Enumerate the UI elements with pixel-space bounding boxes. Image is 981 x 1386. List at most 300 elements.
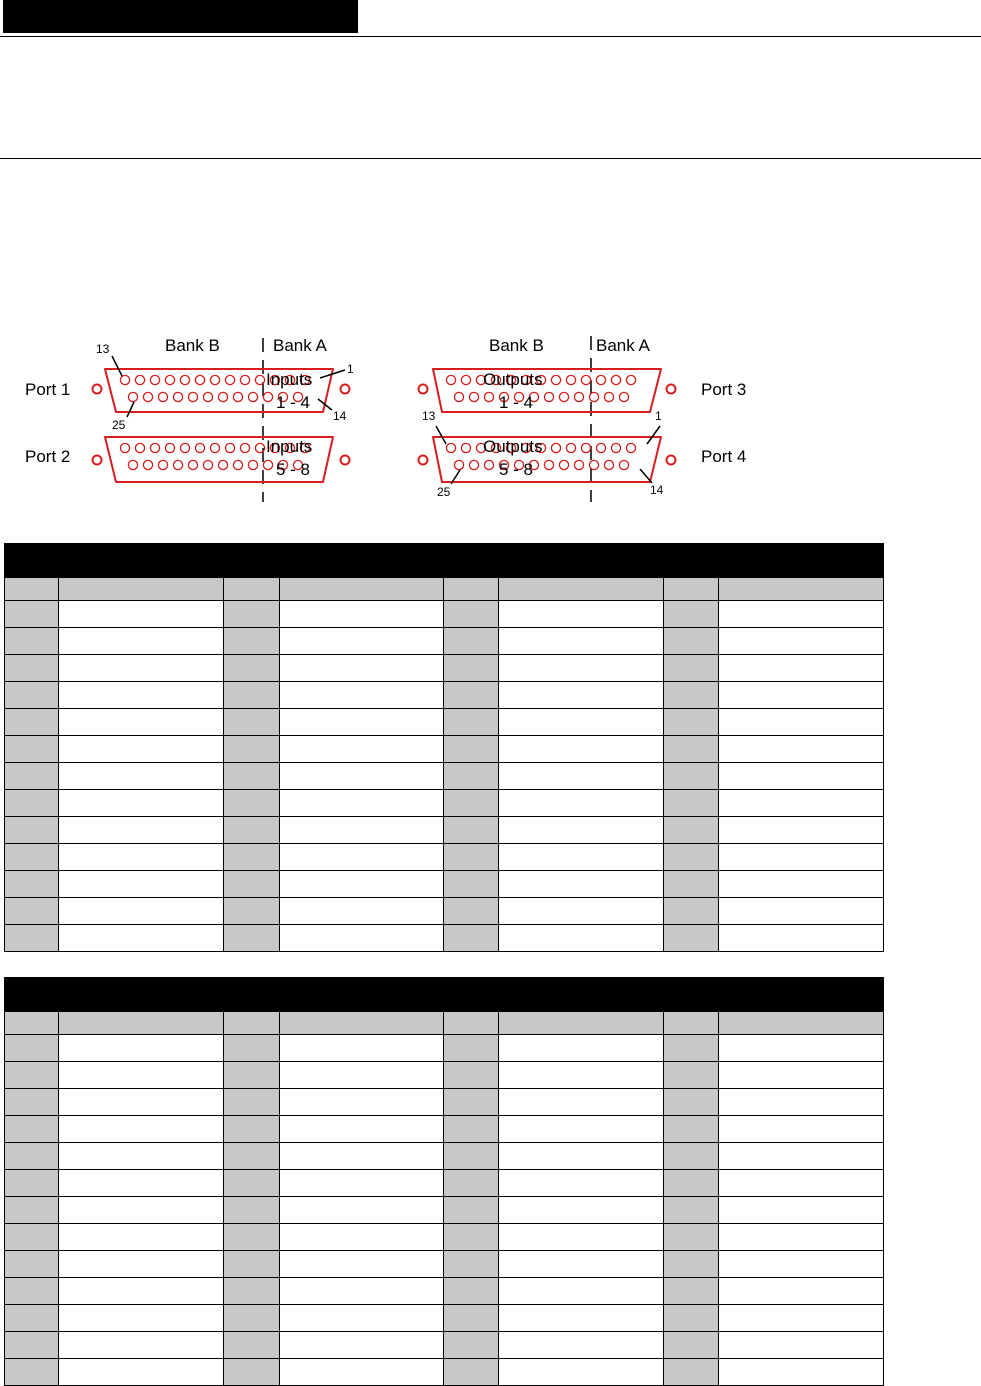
pinout-table-bottom <box>4 977 884 1386</box>
signal-cell <box>719 1224 884 1251</box>
pin-number-cell <box>224 682 280 709</box>
pin-number-cell <box>664 736 719 763</box>
table-subheader-cell <box>444 1012 499 1035</box>
pin-number-cell <box>5 709 59 736</box>
pin-number-cell <box>224 844 280 871</box>
signal-cell <box>719 925 884 952</box>
table-subheader-cell <box>719 1012 884 1035</box>
pin-number-cell <box>5 682 59 709</box>
signal-cell <box>280 1143 444 1170</box>
pin-number-cell <box>664 601 719 628</box>
pinout-table-top <box>4 543 884 952</box>
pin-hole <box>559 460 568 469</box>
pin-number-cell <box>224 1278 280 1305</box>
pin-1-label-port-4: 1 <box>655 409 662 423</box>
pin-hole <box>233 392 242 401</box>
pin-number-cell <box>5 601 59 628</box>
pin-number-cell <box>224 709 280 736</box>
signal-cell <box>280 1116 444 1143</box>
pin-hole <box>173 460 182 469</box>
signal-cell <box>719 682 884 709</box>
signal-cell <box>280 628 444 655</box>
table-row <box>5 1251 884 1278</box>
pin-number-cell <box>664 1305 719 1332</box>
signal-cell <box>719 871 884 898</box>
pin-number-cell <box>5 1062 59 1089</box>
table-header-row <box>5 544 884 578</box>
signal-cell <box>280 1359 444 1386</box>
signal-cell <box>719 763 884 790</box>
middle-rule <box>0 158 981 159</box>
signal-cell <box>59 655 224 682</box>
signal-cell <box>59 1278 224 1305</box>
pin-number-cell <box>664 817 719 844</box>
pin-number-cell <box>444 736 499 763</box>
pin-hole <box>559 392 568 401</box>
signal-cell <box>499 871 664 898</box>
signal-cell <box>499 1359 664 1386</box>
pin-number-cell <box>664 709 719 736</box>
signal-cell <box>499 1305 664 1332</box>
pin-number-cell <box>664 1224 719 1251</box>
pin-hole <box>218 392 227 401</box>
pin-hole <box>566 375 575 384</box>
pin-number-cell <box>444 1062 499 1089</box>
pin-number-cell <box>664 790 719 817</box>
pin-hole <box>120 375 129 384</box>
signal-cell <box>719 1170 884 1197</box>
signal-cell <box>59 1305 224 1332</box>
pin-number-cell <box>5 1224 59 1251</box>
pin-hole <box>255 375 264 384</box>
pin-number-cell <box>5 1143 59 1170</box>
pin-number-cell <box>664 655 719 682</box>
pin-hole <box>150 443 159 452</box>
pin-number-cell <box>664 1062 719 1089</box>
inputs-5-8-title: Inputs <box>266 437 313 456</box>
pin-number-cell <box>444 1278 499 1305</box>
table-subheader-cell <box>5 578 59 601</box>
signal-cell <box>280 736 444 763</box>
table-subheader-cell <box>280 1012 444 1035</box>
signal-cell <box>499 898 664 925</box>
table-row <box>5 1224 884 1251</box>
signal-cell <box>719 1305 884 1332</box>
db25-connector-diagram <box>0 330 981 505</box>
pin-hole <box>263 460 272 469</box>
pin-number-cell <box>664 1035 719 1062</box>
table-row <box>5 1062 884 1089</box>
pin-hole <box>626 443 635 452</box>
signal-cell <box>719 1332 884 1359</box>
port-4-label: Port 4 <box>701 447 747 466</box>
pin-number-cell <box>444 1143 499 1170</box>
pin-hole <box>469 392 478 401</box>
pin-hole <box>210 375 219 384</box>
pin-13-label-port-1: 13 <box>96 342 110 356</box>
pin-hole <box>143 392 152 401</box>
table-subheader-cell <box>444 578 499 601</box>
table-row <box>5 817 884 844</box>
pin-number-cell <box>664 628 719 655</box>
table-row <box>5 925 884 952</box>
inputs-1-4-range: 1 - 4 <box>276 393 311 412</box>
table-row <box>5 1035 884 1062</box>
signal-cell <box>59 844 224 871</box>
table-row <box>5 1089 884 1116</box>
signal-cell <box>499 655 664 682</box>
pin-number-cell <box>664 763 719 790</box>
signal-cell <box>499 1143 664 1170</box>
pin-hole <box>484 392 493 401</box>
pin-hole <box>551 375 560 384</box>
table-subheader-cell <box>5 1012 59 1035</box>
pin-hole <box>589 392 598 401</box>
top-rule <box>0 36 981 37</box>
bank-b-label-outputs: Bank B <box>489 336 544 355</box>
signal-cell <box>280 817 444 844</box>
pin-number-cell <box>664 1278 719 1305</box>
pin-14-label-port-1: 14 <box>333 409 347 423</box>
pin-hole <box>128 392 137 401</box>
pin-hole <box>225 443 234 452</box>
table-row <box>5 628 884 655</box>
pin-hole <box>165 375 174 384</box>
signal-cell <box>499 925 664 952</box>
pin-hole <box>589 460 598 469</box>
pin-hole <box>128 460 137 469</box>
pin-number-cell <box>444 1197 499 1224</box>
signal-cell <box>719 1251 884 1278</box>
pin-number-cell <box>444 1224 499 1251</box>
pin-number-cell <box>444 601 499 628</box>
connector-port-3 <box>419 369 676 412</box>
pin-number-cell <box>224 1305 280 1332</box>
pin-number-cell <box>224 925 280 952</box>
pin-25-label-port-1: 25 <box>112 418 126 432</box>
table-subheader-cell <box>224 1012 280 1035</box>
signal-cell <box>719 1062 884 1089</box>
table-row <box>5 682 884 709</box>
table-subheader-cell <box>499 578 664 601</box>
pin-number-cell <box>224 1332 280 1359</box>
signal-cell <box>280 763 444 790</box>
pin-hole <box>461 375 470 384</box>
signal-cell <box>499 628 664 655</box>
table-subheader-row <box>5 578 884 601</box>
signal-cell <box>59 1224 224 1251</box>
signal-cell <box>280 1332 444 1359</box>
table-row <box>5 871 884 898</box>
signal-cell <box>280 844 444 871</box>
signal-cell <box>499 1062 664 1089</box>
pin-hole <box>604 460 613 469</box>
pin-hole <box>210 443 219 452</box>
table-row <box>5 1332 884 1359</box>
pin-hole <box>240 375 249 384</box>
table-row <box>5 655 884 682</box>
pin-hole <box>173 392 182 401</box>
pin-number-cell <box>444 1089 499 1116</box>
pin-number-cell <box>444 1035 499 1062</box>
pin-number-cell <box>5 871 59 898</box>
pin-hole <box>150 375 159 384</box>
signal-cell <box>59 1170 224 1197</box>
pin-number-cell <box>224 1143 280 1170</box>
pin-number-cell <box>444 871 499 898</box>
signal-cell <box>59 898 224 925</box>
signal-cell <box>719 844 884 871</box>
outputs-5-8-title: Outputs <box>483 437 543 456</box>
signal-cell <box>499 790 664 817</box>
signal-cell <box>59 871 224 898</box>
signal-cell <box>280 871 444 898</box>
pin-hole <box>218 460 227 469</box>
pin-hole <box>233 460 242 469</box>
table-subheader-cell <box>280 578 444 601</box>
signal-cell <box>59 1035 224 1062</box>
pin-number-cell <box>444 925 499 952</box>
pin-number-cell <box>444 790 499 817</box>
pin-hole <box>158 460 167 469</box>
input-connectors <box>25 336 354 502</box>
pin-hole <box>574 392 583 401</box>
pin-hole <box>158 392 167 401</box>
pin-number-cell <box>664 1197 719 1224</box>
bank-a-label-outputs: Bank A <box>596 336 650 355</box>
pin-number-cell <box>224 1197 280 1224</box>
pin-number-cell <box>5 1035 59 1062</box>
signal-cell <box>59 628 224 655</box>
pin-number-cell <box>5 763 59 790</box>
signal-cell <box>499 817 664 844</box>
outputs-5-8-range: 5 - 8 <box>499 460 534 479</box>
signal-cell <box>719 898 884 925</box>
signal-cell <box>59 1332 224 1359</box>
signal-cell <box>719 1278 884 1305</box>
pin-hole <box>188 460 197 469</box>
pin-hole <box>544 392 553 401</box>
signal-cell <box>280 601 444 628</box>
signal-cell <box>280 1278 444 1305</box>
pin-number-cell <box>5 1197 59 1224</box>
pin-number-cell <box>5 844 59 871</box>
pin-hole <box>596 443 605 452</box>
table-row <box>5 1197 884 1224</box>
pin-hole <box>604 392 613 401</box>
pin-number-cell <box>224 736 280 763</box>
pin-hole <box>611 375 620 384</box>
signal-cell <box>59 790 224 817</box>
signal-cell <box>499 1278 664 1305</box>
table-subheader-cell <box>59 578 224 601</box>
signal-cell <box>719 1143 884 1170</box>
pin-hole <box>248 460 257 469</box>
pin-number-cell <box>5 925 59 952</box>
signal-cell <box>280 1224 444 1251</box>
inputs-5-8-range: 5 - 8 <box>276 460 311 479</box>
table-subheader-cell <box>664 1012 719 1035</box>
pin-number-cell <box>444 817 499 844</box>
signal-cell <box>280 1305 444 1332</box>
pin-hole <box>551 443 560 452</box>
pin-hole <box>180 443 189 452</box>
pin-hole <box>581 375 590 384</box>
pin-number-cell <box>664 682 719 709</box>
signal-cell <box>59 682 224 709</box>
signal-cell <box>280 682 444 709</box>
pin-number-cell <box>5 628 59 655</box>
pin-number-cell <box>224 1035 280 1062</box>
pin-number-cell <box>224 1359 280 1386</box>
signal-cell <box>499 1251 664 1278</box>
signal-cell <box>499 1170 664 1197</box>
pin-hole <box>120 443 129 452</box>
signal-cell <box>719 601 884 628</box>
pin-number-cell <box>224 601 280 628</box>
signal-cell <box>280 898 444 925</box>
table-row <box>5 736 884 763</box>
pin-hole <box>574 460 583 469</box>
signal-cell <box>499 1332 664 1359</box>
pin-number-cell <box>444 1359 499 1386</box>
pin-number-cell <box>664 871 719 898</box>
pin-hole <box>225 375 234 384</box>
pin-number-cell <box>224 1116 280 1143</box>
signal-cell <box>499 1089 664 1116</box>
pin-hole <box>626 375 635 384</box>
pin-number-cell <box>664 1143 719 1170</box>
signal-cell <box>280 1035 444 1062</box>
pin-number-cell <box>5 898 59 925</box>
signal-cell <box>59 736 224 763</box>
signal-cell <box>719 628 884 655</box>
pin-hole <box>188 392 197 401</box>
pin-number-cell <box>5 1089 59 1116</box>
signal-cell <box>719 790 884 817</box>
port-1-label: Port 1 <box>25 380 71 399</box>
signal-cell <box>59 817 224 844</box>
pin-number-cell <box>224 1062 280 1089</box>
pin-number-cell <box>5 1251 59 1278</box>
pin-number-cell <box>664 1332 719 1359</box>
pin-number-cell <box>664 844 719 871</box>
signal-cell <box>59 925 224 952</box>
signal-cell <box>280 709 444 736</box>
pin-1-label-port-1: 1 <box>347 362 354 376</box>
table-header-cell <box>444 544 884 578</box>
pin-hole <box>619 460 628 469</box>
pin-13-label-port-4: 13 <box>422 409 436 423</box>
table-row <box>5 1143 884 1170</box>
pin-number-cell <box>664 925 719 952</box>
signal-cell <box>499 1116 664 1143</box>
pin-number-cell <box>224 1170 280 1197</box>
pin-number-cell <box>5 1170 59 1197</box>
pin-number-cell <box>5 1278 59 1305</box>
table-row <box>5 898 884 925</box>
pin-number-cell <box>444 628 499 655</box>
pin-hole <box>135 443 144 452</box>
pin-number-cell <box>664 1251 719 1278</box>
table-row <box>5 1359 884 1386</box>
pin-hole <box>544 460 553 469</box>
table-row <box>5 790 884 817</box>
signal-cell <box>280 655 444 682</box>
table-header-cell <box>5 978 444 1012</box>
signal-cell <box>280 1251 444 1278</box>
pin-number-cell <box>5 790 59 817</box>
signal-cell <box>719 1359 884 1386</box>
pin-number-cell <box>224 655 280 682</box>
pin-number-cell <box>444 763 499 790</box>
table-row <box>5 1305 884 1332</box>
signal-cell <box>280 790 444 817</box>
signal-cell <box>719 817 884 844</box>
signal-cell <box>280 1062 444 1089</box>
signal-cell <box>59 601 224 628</box>
pin-number-cell <box>224 628 280 655</box>
table-subheader-cell <box>719 578 884 601</box>
pin-hole <box>203 392 212 401</box>
table-subheader-cell <box>224 578 280 601</box>
pin-number-cell <box>5 1116 59 1143</box>
table-subheader-cell <box>499 1012 664 1035</box>
pin-hole <box>180 375 189 384</box>
signal-cell <box>499 736 664 763</box>
pin-number-cell <box>664 1170 719 1197</box>
table-subheader-cell <box>664 578 719 601</box>
port-3-label: Port 3 <box>701 380 747 399</box>
pin-hole <box>446 443 455 452</box>
pin-number-cell <box>444 1170 499 1197</box>
signal-cell <box>499 682 664 709</box>
table-row <box>5 601 884 628</box>
pin-number-cell <box>224 1251 280 1278</box>
pin-hole <box>454 392 463 401</box>
table-row <box>5 1170 884 1197</box>
signal-cell <box>280 1089 444 1116</box>
table-row <box>5 709 884 736</box>
pin-number-cell <box>224 1089 280 1116</box>
outputs-1-4-title: Outputs <box>483 370 543 389</box>
pin-hole <box>596 375 605 384</box>
pin-number-cell <box>444 1305 499 1332</box>
table-row <box>5 1116 884 1143</box>
pin-number-cell <box>5 736 59 763</box>
signal-cell <box>719 1035 884 1062</box>
table-row <box>5 763 884 790</box>
outputs-1-4-range: 1 - 4 <box>499 393 534 412</box>
pin-number-cell <box>224 790 280 817</box>
signal-cell <box>280 1197 444 1224</box>
bank-a-label-inputs: Bank A <box>273 336 327 355</box>
inputs-1-4-title: Inputs <box>266 370 313 389</box>
pin-number-cell <box>664 1116 719 1143</box>
signal-cell <box>719 1116 884 1143</box>
pin-hole <box>135 375 144 384</box>
pin-hole <box>469 460 478 469</box>
pin-number-cell <box>224 817 280 844</box>
signal-cell <box>499 1224 664 1251</box>
signal-cell <box>59 763 224 790</box>
pin-14-label-port-4: 14 <box>650 483 664 497</box>
pin-number-cell <box>444 898 499 925</box>
pin-number-cell <box>664 898 719 925</box>
pin-number-cell <box>5 1359 59 1386</box>
pin-number-cell <box>5 817 59 844</box>
port-2-label: Port 2 <box>25 447 71 466</box>
